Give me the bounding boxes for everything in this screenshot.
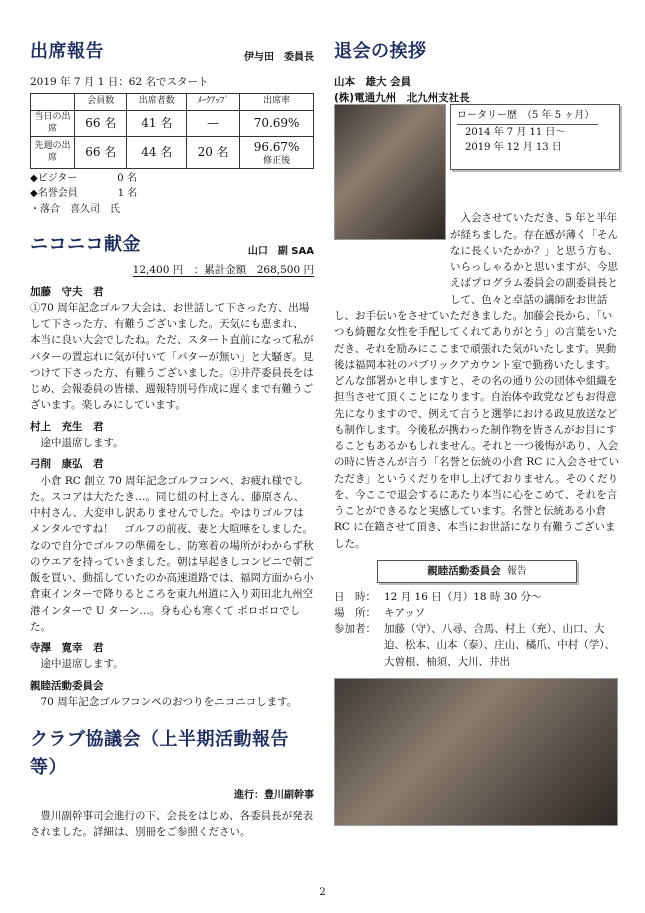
nikoniko-section: [30, 231, 314, 710]
speaker-photo: [334, 104, 446, 240]
club-text: 豊川副幹事司会進行の下、会長をはじめ、各委員長が発表されました。詳細は、別冊をご参照ください。: [30, 809, 314, 838]
amount-text: 12,400 円 ：累計金額 268,500 円: [132, 264, 314, 277]
speaker-name: 山本 雄大 会員: [334, 75, 412, 88]
farewell-text: 入会させていただき、5 年と半年が経ちました。存在感が薄く「そんなに長くいたかか？」と思う方も、いらっしゃるかと思いますが、今思えばプログラム委員会の副委員長として、色々と卓話の講師をお世話し、お手伝いをさせていただきました。加藤会長から、「いつも綺麗な女性を手配してくれてありがとう」の言葉をいただき、それを励みにここまで頑張れた気がいたします。異動後は福岡本社のパブリックアカウント室で勤務いたします。どんな部署かと申しますと、その名の通り公の団体や組織を担当させて頂くことになります。自治体や政党などもお得意先になりますので、例えて言うと選挙における政見放送なども制作します。今後私が携わった制作物を皆さんがお目にすることもあるかもしれません。それと一つ後悔があり、入会の時に皆さんが言う「名誉と伝統の小倉 RC に入会させていただき」というくだりを申し上げておりません。そのくだりを、今ここで退会するにあたり本当に心をこめて、それを言うことができるなと実感しています。名誉と伝統ある小倉 RC に在籍させて頂き、本当にお世話になり有難うございました。: [334, 212, 620, 550]
attendance-author: 伊与田 委員長: [244, 52, 314, 64]
table-header: [31, 94, 75, 111]
attendees-value: 加藤（守）、八尋、合馬、村上（充）、山口、大迫、松本、山本（泰）、庄山、橘爪、中村（学）、大曽根、柚須、大川、井出: [384, 623, 615, 668]
entry-name: 弓削 康弘 君: [30, 458, 104, 471]
attendance-title: 出席報告: [30, 41, 104, 62]
attendance-section: [30, 38, 314, 217]
history-from: 2014 年 7 月 11 日～: [465, 126, 566, 138]
social-title-box: [377, 560, 577, 583]
left-column: [30, 38, 314, 840]
row-label: 当日の出席: [31, 111, 75, 137]
table-row: [31, 137, 314, 168]
history-title: ロータリー歴 （5 年 5 ヶ月）: [457, 108, 598, 125]
entry-text: 70 周年記念ゴルフコンペのおつりをニコニコします。: [40, 695, 298, 708]
club-section: [30, 726, 314, 840]
attendance-table: [30, 93, 314, 169]
entry-text: ①70 周年記念ゴルフ大会は、お世話して下さった方、出場して下さった方、有難うございました。天気にも恵まれ、本当に良い大会でしたね。ただ、スタート直前になって私がパターの置忘れに気が付いて「パターが無い」と大騒ぎ。見つけて下さった方、有難うございました。②井芹委員長をはじめ、会報委員の皆様、週報特別号作成に遅くまで有難うございます。楽しみにしています。: [30, 301, 314, 412]
date-value: 12 月 16 日（月）18 時 30 分～: [384, 590, 542, 603]
speaker-company: (株)電通九州 北九州支社長: [334, 92, 470, 105]
entry-text: 小倉 RC 創立 70 周年記念ゴルフコンペ、お疲れ様でした。スコアは大たたき…。同じ組の村上さん、藤原さん、中村さん、大変申し訳ありませんでした。やはりゴルフはメンタルですね！ ゴルフの前夜、妻と大喧嘩をしました。なので自分でゴルフの準備をし、防寒着の場所がわからず秋のウエアを持っていきました。朝は早起きしコンビニで朝ご飯を買い、動揺していたのか高速道路では、福岡方面から小倉東インターで降りるところを東九州道に入り苅田北九州空港インターで U ターン…。身も心も寒くて ボロボロでした。: [30, 474, 314, 633]
nikoniko-title: ニコニコ献金: [30, 234, 141, 256]
table-row: [31, 111, 314, 137]
table-header: 出席率: [240, 94, 314, 111]
social-details: [334, 589, 620, 670]
rate-cell: [240, 137, 314, 168]
table-header: ﾒｰｸｱｯﾌﾟ: [187, 94, 240, 111]
rate-cell: 70.69%: [240, 111, 314, 137]
club-author: 進行：豊川副幹事: [234, 790, 314, 802]
makeup-cell: —: [187, 111, 240, 137]
present-cell: 44 名: [127, 137, 187, 168]
attendance-start-line: 2019 年 7 月 1 日：62 名でスタート: [30, 75, 209, 88]
social-section: [334, 560, 620, 826]
right-column: [334, 38, 620, 826]
page-number: 2: [319, 887, 326, 898]
farewell-title: 退会の挨拶: [334, 41, 427, 62]
entry-text: 途中退席します。: [40, 658, 124, 671]
deceased-line: ・落合 喜久司 氏: [30, 203, 120, 215]
history-to: 2019 年 12 月 13 日: [465, 142, 562, 153]
members-cell: 66 名: [75, 111, 127, 137]
nikoniko-author: 山口 副 SAA: [247, 245, 314, 257]
nikoniko-amount: [30, 262, 314, 278]
members-cell: 66 名: [75, 137, 127, 168]
social-title: 親睦活動委員会: [427, 565, 501, 577]
table-header: 出席者数: [127, 94, 187, 111]
present-cell: 41 名: [127, 111, 187, 137]
rate-value: 96.67%: [253, 140, 300, 155]
rate-note: 修正後: [263, 156, 291, 167]
row-label: 先週の出席: [31, 137, 75, 168]
place-key: 場 所：: [334, 606, 376, 619]
farewell-section: [334, 38, 620, 552]
date-key: 日 時：: [334, 590, 376, 603]
honorary-line: ◆名誉会員 1 名: [30, 188, 138, 200]
visitors-line: ◆ビジター 0 名: [30, 172, 137, 184]
entry-name: 親睦活動委員会: [30, 679, 104, 692]
entry-name: 加藤 守夫 君: [30, 285, 104, 298]
table-header: 会員数: [75, 94, 127, 111]
place-value: キアッソ: [384, 606, 426, 619]
makeup-cell: 20 名: [187, 137, 240, 168]
entry-name: 寺澤 寛幸 君: [30, 642, 104, 655]
social-report-label: 報告: [506, 566, 527, 577]
attendees-key: 参加者：: [334, 623, 376, 636]
entry-name: 村上 充生 君: [30, 420, 104, 433]
club-title: クラブ協議会（上半期活動報告等）: [30, 729, 289, 779]
social-photo: [334, 678, 618, 826]
history-box: [450, 104, 620, 170]
entry-text: 途中退席します。: [40, 437, 124, 449]
